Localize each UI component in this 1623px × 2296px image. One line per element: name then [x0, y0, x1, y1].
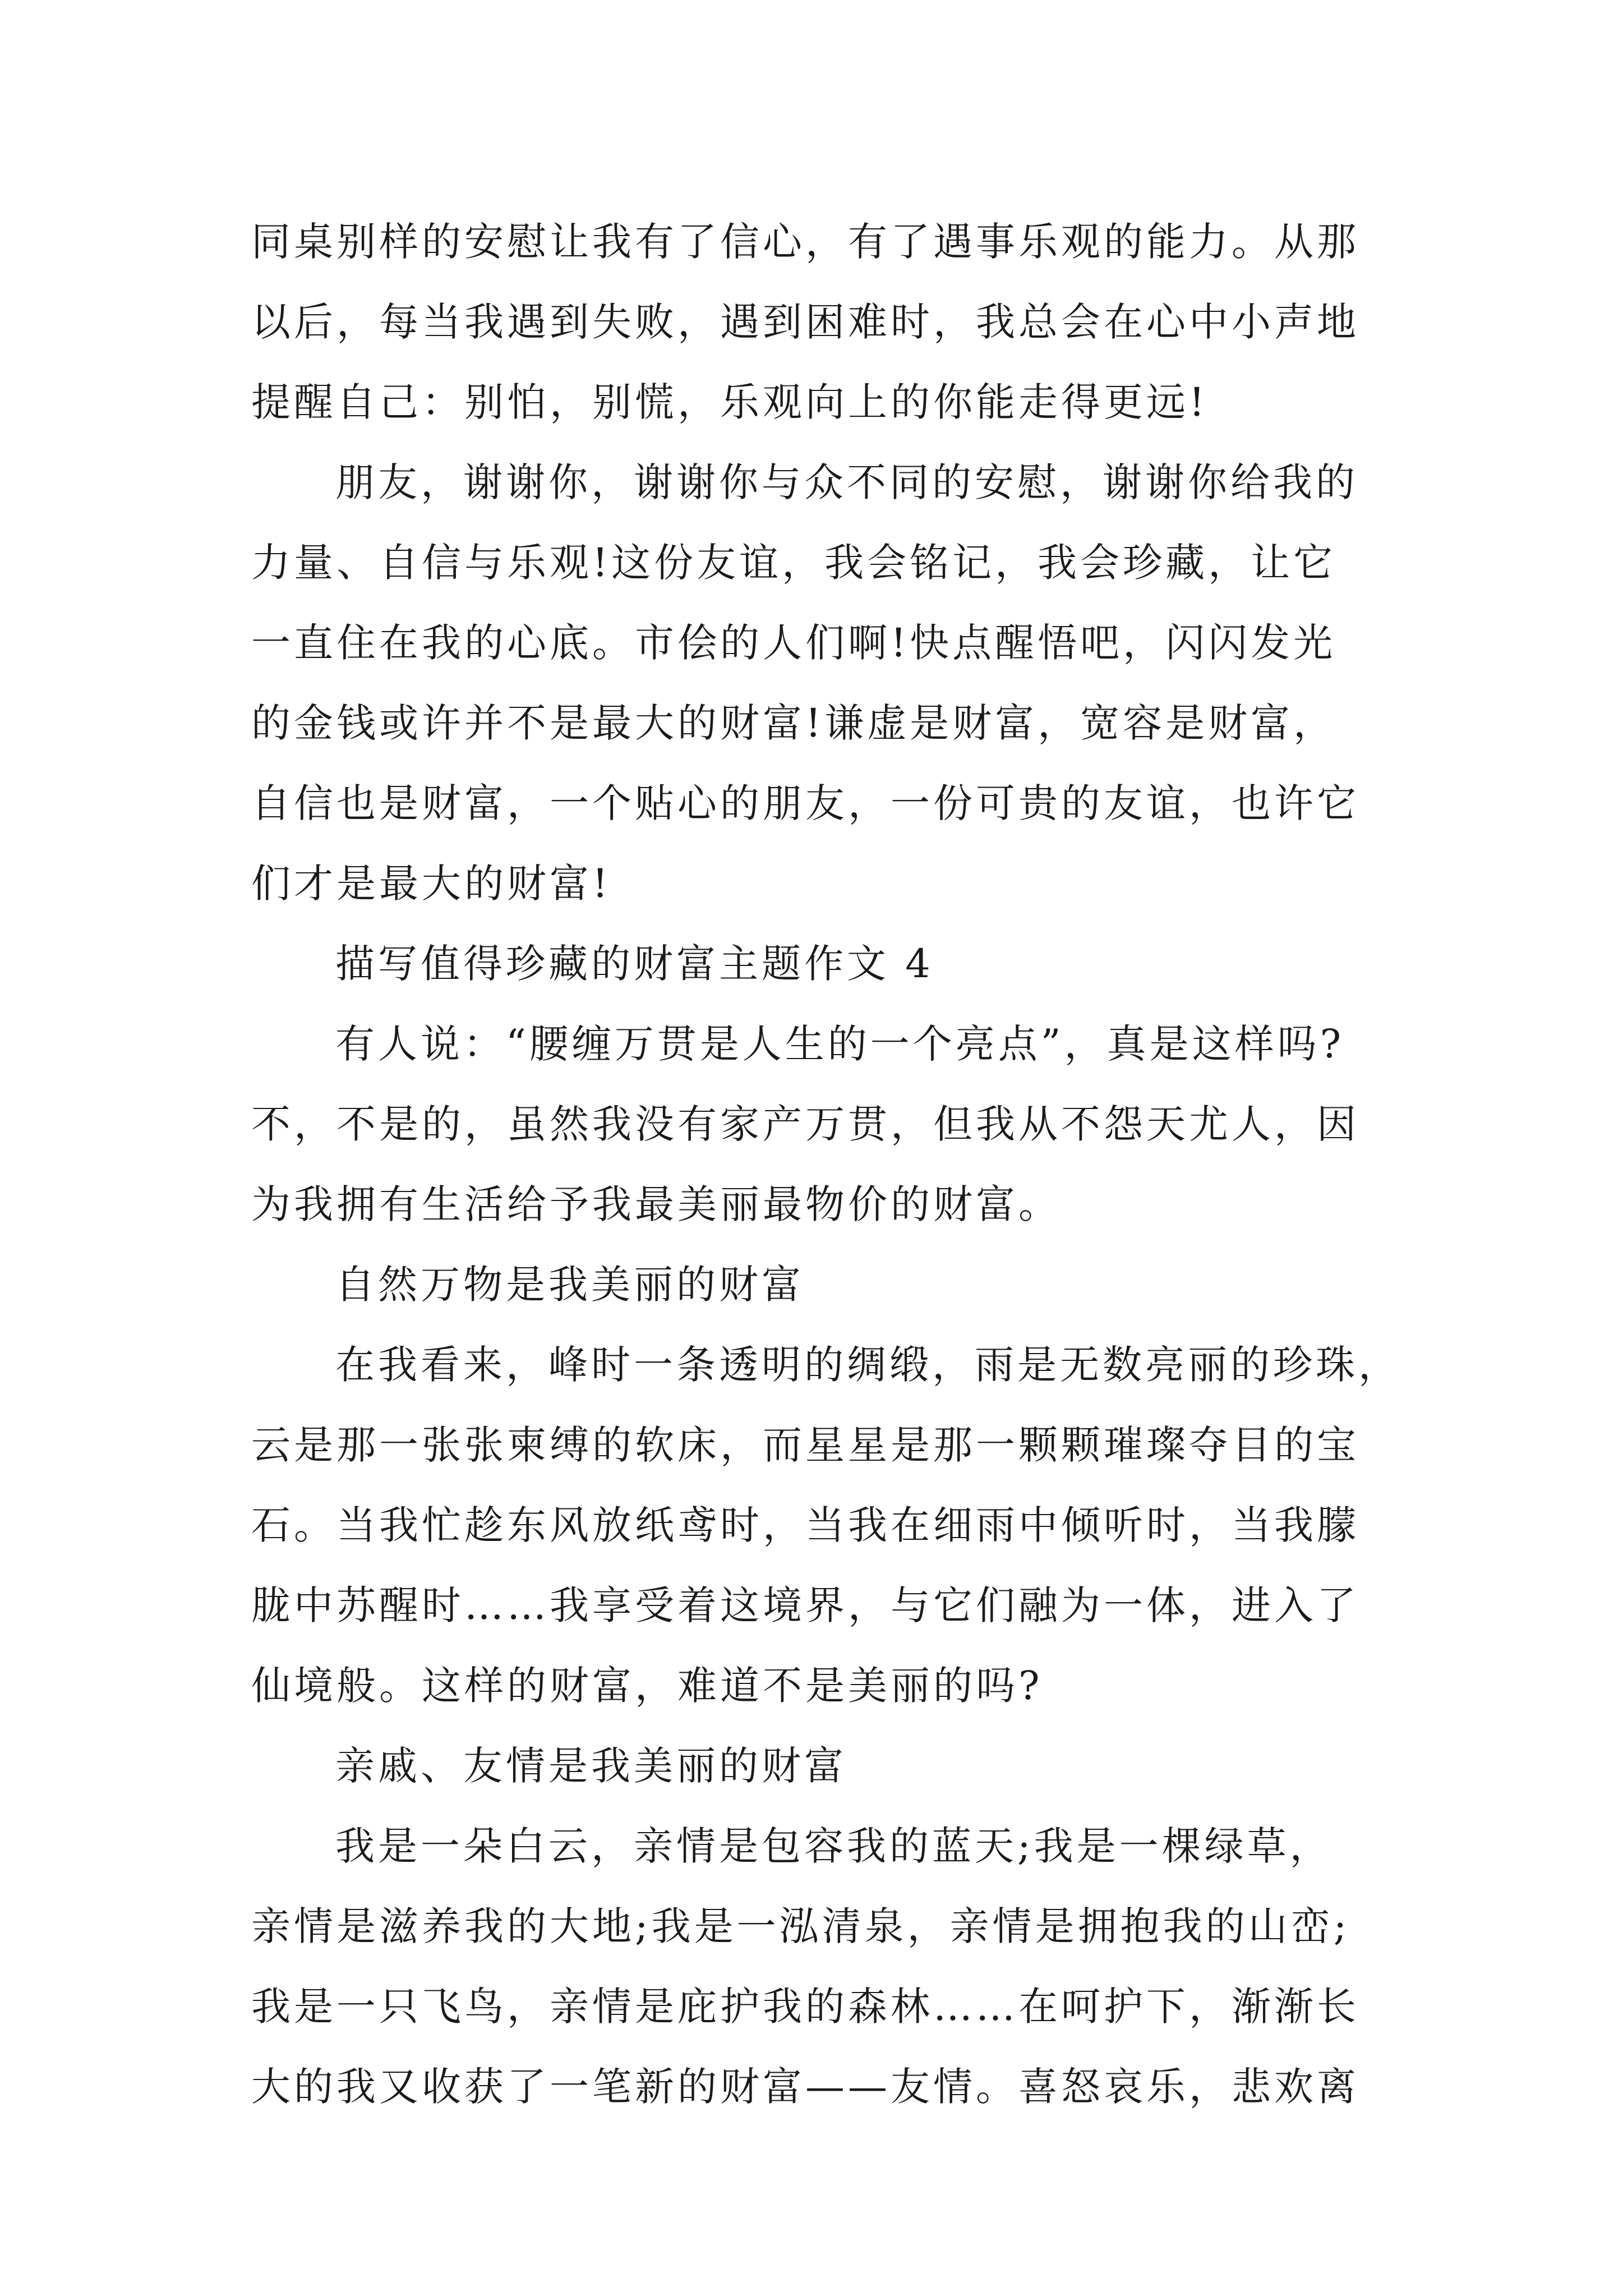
text-line: 大的我又收获了一笔新的财富——友情。喜怒哀乐，悲欢离 — [251, 2064, 1359, 2110]
text-line: 力量、自信与乐观!这份友谊，我会铭记，我会珍藏，让它 — [251, 540, 1336, 586]
text-line: 描写值得珍藏的财富主题作文 4 — [335, 941, 934, 987]
text-line: 我是一只飞鸟，亲情是庇护我的森林……在呵护下，渐渐长 — [251, 1984, 1359, 2030]
text-line: 一直住在我的心底。市侩的人们啊!快点醒悟吧，闪闪发光 — [251, 620, 1336, 666]
text-line: 我是一朵白云，亲情是包容我的蓝天;我是一棵绿草， — [335, 1823, 1332, 1869]
text-line: 在我看来，峰时一条透明的绸缎，雨是无数亮丽的珍珠， — [335, 1342, 1401, 1388]
text-line: 的金钱或许并不是最大的财富!谦虚是财富，宽容是财富， — [251, 700, 1336, 746]
body-text — [251, 202, 1401, 2127]
text-line: 为我拥有生活给予我最美丽最物价的财富。 — [251, 1181, 1061, 1227]
text-line: 有人说：“腰缠万贯是人生的一个亮点”，真是这样吗? — [335, 1021, 1345, 1067]
text-line: 自然万物是我美丽的财富 — [335, 1262, 804, 1308]
text-line: 以后，每当我遇到失败，遇到困难时，我总会在心中小声地 — [251, 299, 1359, 345]
text-line: 云是那一张张柬缚的软床，而星星是那一颗颗璀璨夺目的宝 — [251, 1422, 1359, 1468]
text-line: 亲戚、友情是我美丽的财富 — [335, 1743, 847, 1789]
text-line: 亲情是滋养我的大地;我是一泓清泉，亲情是拥抱我的山峦; — [251, 1903, 1350, 1949]
text-line: 不，不是的，虽然我没有家产万贯，但我从不怨天尤人，因 — [251, 1101, 1359, 1147]
text-line: 提醒自己：别怕，别慌，乐观向上的你能走得更远! — [251, 379, 1209, 425]
text-line: 们才是最大的财富! — [251, 861, 612, 907]
text-line: 自信也是财富，一个贴心的朋友，一份可贵的友谊，也许它 — [251, 780, 1359, 826]
text-line: 同桌别样的安慰让我有了信心，有了遇事乐观的能力。从那 — [251, 219, 1359, 265]
text-line: 石。当我忙趁东风放纸鸢时，当我在细雨中倾听时，当我朦 — [251, 1502, 1359, 1548]
text-line: 仙境般。这样的财富，难道不是美丽的吗? — [251, 1663, 1043, 1709]
text-line: 胧中苏醒时……我享受着这境界，与它们融为一体，进入了 — [251, 1582, 1359, 1628]
text-line: 朋友，谢谢你，谢谢你与众不同的安慰，谢谢你给我的 — [335, 459, 1358, 505]
